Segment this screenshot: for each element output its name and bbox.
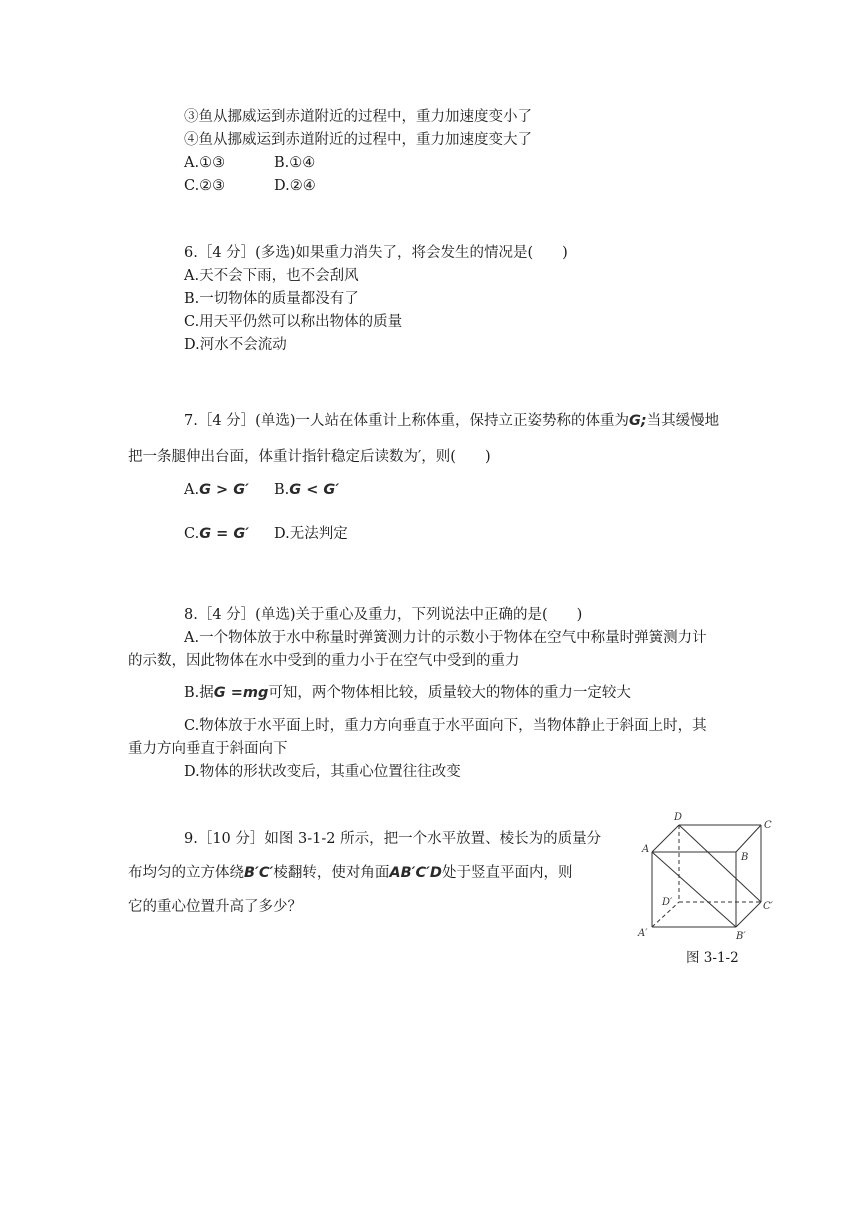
q7-option-c (184, 525, 274, 543)
q8-option-b-prefix: B.据 (184, 685, 214, 701)
q7-option-b-math: G < G′ (289, 482, 340, 498)
q7-stem-text-a: 7.［4 分］(单选)一人站在体重计上称体重，保持立正姿势称的体重为 (184, 413, 629, 429)
q9-line-2-math-2: AB′C′D (389, 865, 442, 881)
q9-line-2 (128, 864, 572, 882)
q7-stem-line-1 (184, 412, 719, 430)
q8-option-b-rest: 可知，两个物体相比较，质量较大的物体的重力一定较大 (268, 685, 631, 701)
edge-bc (736, 825, 761, 852)
q5-option-c: C.②③ (184, 178, 226, 194)
edge-b'c' (736, 902, 761, 927)
q5-item-4: ④鱼从挪威运到赤道附近的过程中，重力加速度变大了 (184, 132, 532, 148)
q7-option-b-prefix: B. (274, 482, 290, 498)
label-b-prime: B′ (736, 931, 746, 942)
q9-line-2-text-a: 布均匀的立方体绕 (128, 865, 244, 881)
q7-option-d: D.无法判定 (274, 526, 348, 542)
label-a: A (642, 844, 650, 855)
q5-option-b: B.①④ (274, 155, 316, 171)
cube-figure (634, 808, 780, 944)
label-c: C (764, 820, 772, 831)
q7-options-row-1 (184, 481, 339, 499)
q7-option-a-prefix: A. (184, 482, 200, 498)
q7-option-c-math: G = G′ (199, 526, 250, 542)
q5-options-row-2 (184, 177, 316, 195)
q9-line-3: 它的重心位置升高了多少？ (128, 899, 302, 915)
q9-line-2-text-b: 棱翻转，使对角面 (273, 865, 390, 881)
q7-stem-line-2: 把一条腿伸出台面，体重计指针稳定后读数为′，则( ) (128, 449, 491, 465)
q8-option-d: D.物体的形状改变后，其重心位置往往改变 (184, 764, 461, 780)
q6-option-a: A.天不会下雨，也不会刮风 (184, 268, 359, 284)
q9-line-2-math-1: B′C′ (244, 865, 274, 881)
q5-option-d: D.②④ (274, 178, 316, 194)
q6-option-d: D.河水不会流动 (184, 337, 287, 353)
diagonal-dc' (679, 825, 761, 902)
q7-stem-text-b: 当其缓慢地 (646, 413, 720, 429)
label-c-prime: C′ (763, 901, 773, 912)
q7-options-row-2 (184, 525, 348, 543)
q8-option-c-line-1: C.物体放于水平面上时，重力方向垂直于水平面向下，当物体静止于斜面上时，其 (184, 718, 707, 734)
figure-caption: 图 3-1-2 (686, 950, 739, 966)
q6-stem: 6.［4 分］(多选)如果重力消失了，将会发生的情况是( ) (184, 245, 568, 261)
q7-option-a-math: G > G′ (199, 482, 249, 498)
q8-option-a-line-2: 的示数，因此物体在水中受到的重力小于在空气中受到的重力 (128, 653, 520, 669)
q8-option-b-math: G =mg (213, 685, 269, 701)
q7-stem-math-g: G; (628, 413, 647, 429)
q9-line-2-text-c: 处于竖直平面内，则 (441, 865, 573, 881)
q7-option-c-prefix: C. (184, 526, 200, 542)
q8-option-a-line-1: A.一个物体放于水中称量时弹簧测力计的示数小于物体在空气中称量时弹簧测力计 (184, 630, 707, 646)
q8-option-c-line-2: 重力方向垂直于斜面向下 (128, 741, 288, 757)
label-d-prime: D′ (662, 897, 673, 908)
cube-diagram (634, 808, 780, 944)
q7-option-b (274, 481, 339, 499)
q8-stem: 8.［4 分］(单选)关于重心及重力，下列说法中正确的是( ) (184, 607, 583, 623)
label-b: B (741, 852, 749, 863)
q8-option-b (184, 684, 631, 702)
q6-option-b: B.一切物体的质量都没有了 (184, 291, 359, 307)
q5-item-3: ③鱼从挪威运到赤道附近的过程中，重力加速度变小了 (184, 109, 532, 125)
edge-ad (652, 825, 679, 852)
label-d: D (674, 812, 683, 823)
q7-option-a (184, 481, 274, 499)
label-a-prime: A′ (638, 928, 648, 939)
q9-line-1: 9.［10 分］如图 3-1-2 所示，把一个水平放置、棱长为的质量分 (184, 831, 602, 847)
q6-option-c: C.用天平仍然可以称出物体的质量 (184, 314, 403, 330)
q5-options-row-1 (184, 154, 315, 172)
q5-option-a: A.①③ (184, 155, 226, 171)
